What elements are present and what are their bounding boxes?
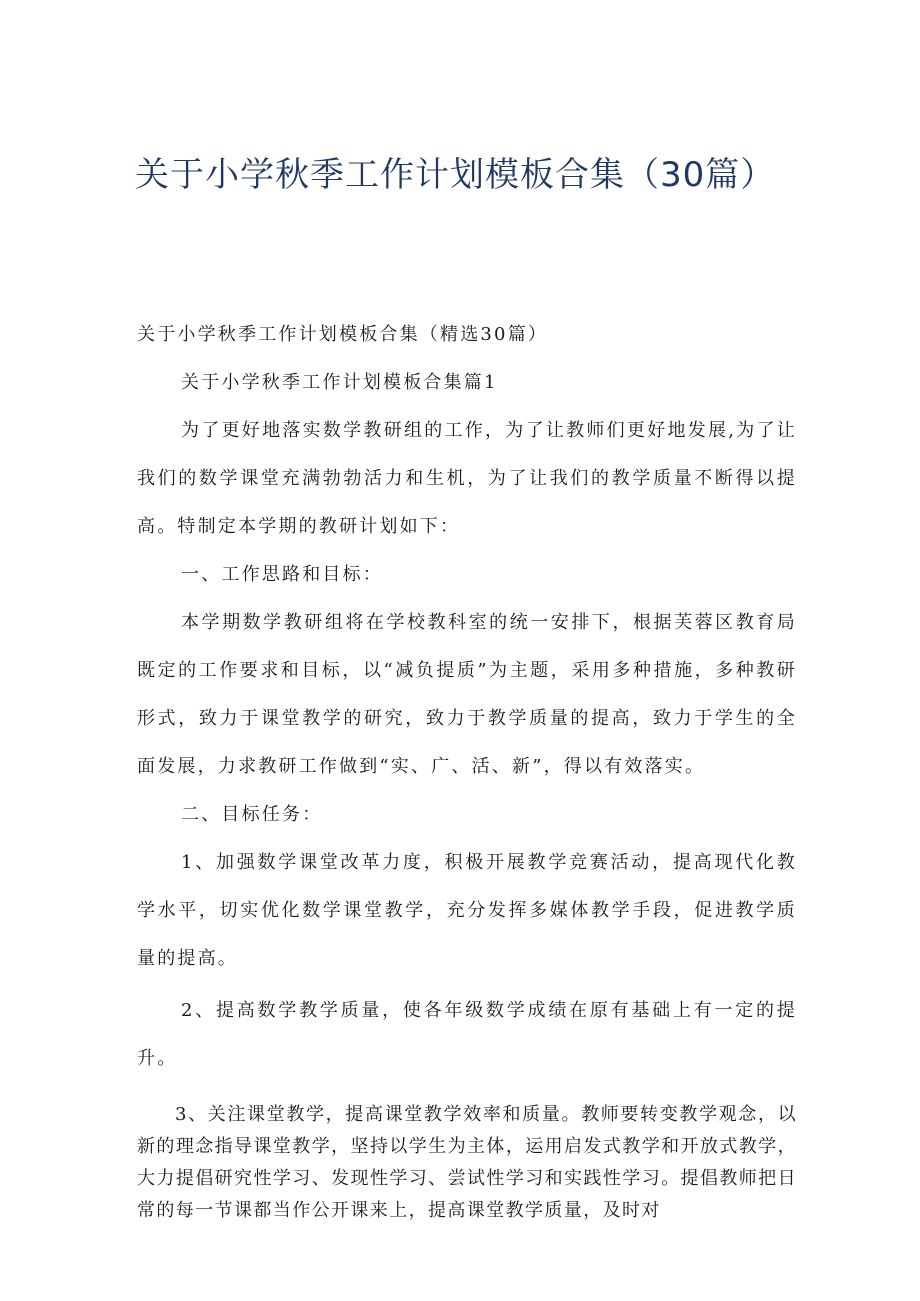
document-body — [137, 311, 797, 1227]
heading-target-tasks: 二、目标任务： — [181, 804, 323, 825]
subtitle-paragraph: 关于小学秋季工作计划模板合集（精选30篇） — [137, 324, 549, 345]
work-ideas-paragraph: 本学期数学教研组将在学校教科室的统一安排下，根据芙蓉区教育局既定的工作要求和目标，以“减负提质”为主题，采用多种措施，多种教研形式，致力于课堂教学的研究，致力于教学质量的提高，致力于学生的全面发展，力求教研工作做到“实、广、活、新”，得以有效落实。 — [137, 612, 797, 777]
task-item-3: 3、关注课堂教学，提高课堂教学效率和质量。教师要转变教学观念，以新的理念指导课堂教学，坚持以学生为主体，运用启发式教学和开放式教学，大力提倡研究性学习、发现性学习、尝试性学习和实践性学习。提倡教师把日常的每一节课都当作公开课来上，提高课堂教学质量，及时对 — [137, 1104, 797, 1221]
task-item-2: 2、提高数学教学质量，使各年级数学成绩在原有基础上有一定的提升。 — [137, 1000, 797, 1069]
section-heading-1: 关于小学秋季工作计划模板合集篇1 — [181, 372, 498, 393]
heading-work-ideas: 一、工作思路和目标： — [181, 564, 383, 585]
task-item-1: 1、加强数学课堂改革力度，积极开展教学竞赛活动，提高现代化教学水平，切实优化数学课堂教学，充分发挥多媒体教学手段，促进教学质量的提高。 — [137, 852, 797, 969]
document-title: 关于小学秋季工作计划模板合集（30篇） — [135, 155, 776, 195]
intro-paragraph: 为了更好地落实数学教研组的工作，为了让教师们更好地发展,为了让我们的数学课堂充满勃勃活力和生机，为了让我们的教学质量不断得以提高。特制定本学期的教研计划如下： — [137, 420, 797, 537]
